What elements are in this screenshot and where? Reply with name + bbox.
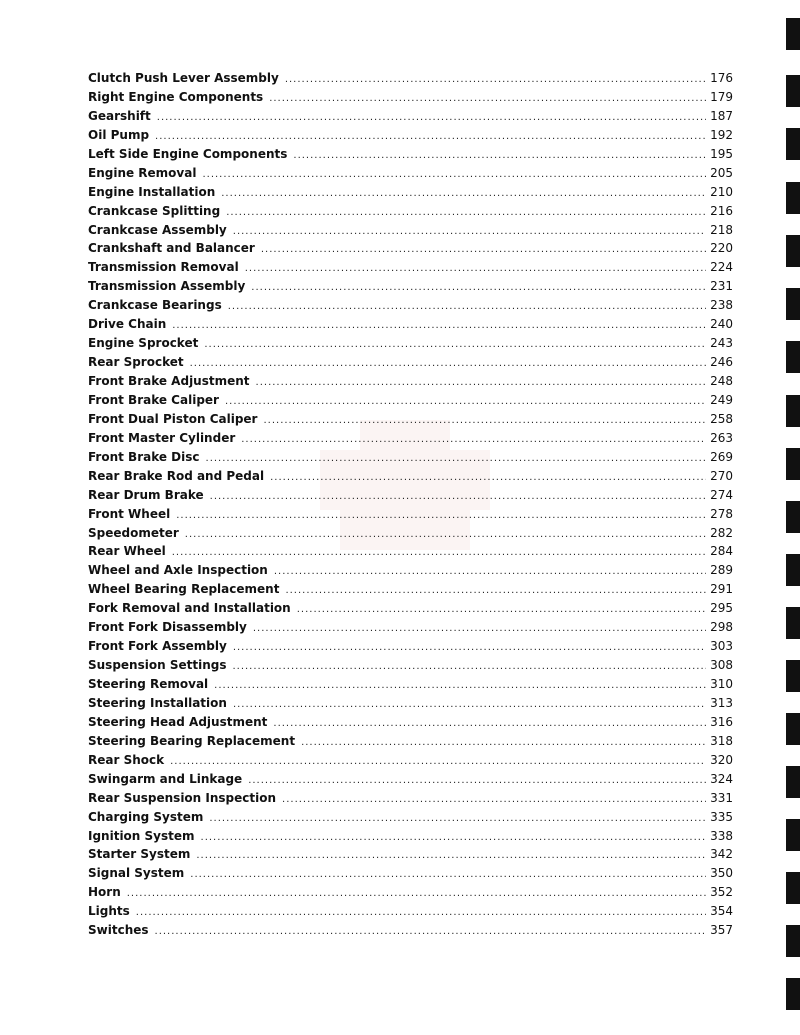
toc-dot-leader bbox=[261, 244, 706, 255]
toc-entry[interactable] bbox=[88, 753, 733, 772]
toc-entry-page-number: 240 bbox=[710, 317, 733, 332]
toc-entry[interactable] bbox=[88, 847, 733, 866]
toc-entry-title: Speedometer bbox=[88, 525, 179, 540]
toc-entry-page-number: 205 bbox=[710, 165, 733, 180]
toc-dot-leader bbox=[253, 623, 706, 634]
toc-entry[interactable] bbox=[88, 223, 733, 242]
toc-dot-leader bbox=[210, 491, 706, 502]
toc-entry-page-number: 357 bbox=[710, 923, 733, 938]
index-tab bbox=[786, 660, 800, 692]
toc-entry-title: Rear Suspension Inspection bbox=[88, 790, 277, 805]
toc-entry-page-number: 289 bbox=[710, 563, 733, 578]
toc-entry-page-number: 192 bbox=[710, 127, 733, 142]
toc-entry[interactable] bbox=[88, 810, 733, 829]
toc-dot-leader bbox=[270, 472, 706, 483]
toc-dot-leader bbox=[206, 453, 707, 464]
toc-entry-title: Drive Chain bbox=[88, 317, 167, 332]
toc-entry-page-number: 303 bbox=[710, 639, 733, 654]
toc-entry-title: Crankcase Splitting bbox=[88, 203, 221, 218]
toc-entry-page-number: 354 bbox=[710, 904, 733, 919]
index-tab bbox=[786, 872, 800, 904]
toc-entry[interactable] bbox=[88, 866, 733, 885]
toc-entry[interactable] bbox=[88, 412, 733, 431]
toc-entry[interactable] bbox=[88, 526, 733, 545]
toc-entry[interactable] bbox=[88, 658, 733, 677]
toc-entry-page-number: 269 bbox=[710, 449, 733, 464]
toc-entry[interactable] bbox=[88, 885, 733, 904]
toc-dot-leader bbox=[225, 396, 706, 407]
toc-entry-page-number: 195 bbox=[710, 146, 733, 161]
toc-entry-page-number: 278 bbox=[710, 506, 733, 521]
toc-entry[interactable] bbox=[88, 563, 733, 582]
toc-entry-title: Steering Bearing Replacement bbox=[88, 733, 296, 748]
index-tab bbox=[786, 978, 800, 1010]
toc-entry-title: Right Engine Components bbox=[88, 89, 264, 104]
toc-entry-title: Clutch Push Lever Assembly bbox=[88, 71, 279, 85]
toc-dot-leader bbox=[274, 566, 706, 577]
toc-entry[interactable] bbox=[88, 450, 733, 469]
toc-entry[interactable] bbox=[88, 507, 733, 526]
toc-entry[interactable] bbox=[88, 829, 733, 848]
toc-entry[interactable] bbox=[88, 128, 733, 147]
index-tab bbox=[786, 819, 800, 851]
toc-entry-page-number: 335 bbox=[710, 809, 733, 824]
toc-dot-leader bbox=[269, 93, 706, 104]
toc-dot-leader bbox=[263, 415, 706, 426]
toc-entry-page-number: 350 bbox=[710, 866, 733, 881]
toc-entry-page-number: 187 bbox=[710, 108, 733, 123]
toc-entry-page-number: 176 bbox=[710, 71, 733, 85]
toc-entry[interactable] bbox=[88, 147, 733, 166]
toc-entry-page-number: 320 bbox=[710, 752, 733, 767]
toc-entry-title: Rear Shock bbox=[88, 752, 165, 767]
toc-entry-title: Wheel and Axle Inspection bbox=[88, 563, 268, 578]
toc-entry-title: Front Brake Disc bbox=[88, 449, 200, 464]
toc-entry[interactable] bbox=[88, 639, 733, 658]
toc-entry-title: Transmission Removal bbox=[88, 260, 239, 275]
toc-entry[interactable] bbox=[88, 488, 733, 507]
toc-entry-page-number: 284 bbox=[710, 544, 733, 559]
toc-dot-leader bbox=[251, 282, 706, 293]
index-tab bbox=[786, 766, 800, 798]
toc-entry[interactable] bbox=[88, 601, 733, 620]
toc-dot-leader bbox=[201, 832, 707, 843]
toc-entry[interactable] bbox=[88, 791, 733, 810]
toc-entry[interactable] bbox=[88, 734, 733, 753]
toc-entry-page-number: 216 bbox=[710, 203, 733, 218]
toc-entry-page-number: 248 bbox=[710, 374, 733, 388]
toc-dot-leader bbox=[190, 869, 706, 880]
toc-entry-page-number: 338 bbox=[710, 828, 733, 843]
index-tab bbox=[786, 395, 800, 427]
toc-entry[interactable] bbox=[88, 279, 733, 298]
toc-entry-title: Oil Pump bbox=[88, 127, 150, 142]
toc-entry-title: Steering Head Adjustment bbox=[88, 714, 268, 729]
toc-entry-title: Transmission Assembly bbox=[88, 279, 246, 294]
toc-entry[interactable] bbox=[88, 204, 733, 223]
toc-dot-leader bbox=[155, 926, 707, 937]
toc-entry-page-number: 316 bbox=[710, 714, 733, 729]
toc-dot-leader bbox=[297, 604, 706, 615]
toc-dot-leader bbox=[256, 377, 707, 388]
toc-dot-leader bbox=[202, 169, 706, 180]
toc-entry[interactable] bbox=[88, 904, 733, 923]
toc-entry-title: Wheel Bearing Replacement bbox=[88, 582, 280, 597]
toc-entry[interactable] bbox=[88, 715, 733, 734]
toc-entry[interactable] bbox=[88, 469, 733, 488]
toc-entry-title: Fork Removal and Installation bbox=[88, 601, 291, 616]
toc-entry-page-number: 318 bbox=[710, 733, 733, 748]
toc-dot-leader bbox=[293, 150, 706, 161]
toc-dot-leader bbox=[196, 850, 706, 861]
toc-entry-page-number: 310 bbox=[710, 677, 733, 691]
table-of-contents bbox=[88, 71, 733, 942]
toc-dot-leader bbox=[127, 888, 706, 899]
toc-entry-title: Left Side Engine Components bbox=[88, 146, 288, 161]
toc-entry-page-number: 313 bbox=[710, 695, 733, 710]
toc-entry-page-number: 295 bbox=[710, 601, 733, 616]
toc-entry-title: Crankcase Assembly bbox=[88, 222, 227, 237]
toc-entry[interactable] bbox=[88, 923, 733, 942]
index-tab bbox=[786, 554, 800, 586]
index-tab bbox=[786, 341, 800, 373]
toc-dot-leader bbox=[232, 661, 706, 672]
toc-dot-leader bbox=[233, 642, 706, 653]
toc-entry-title: Switches bbox=[88, 923, 149, 938]
toc-entry-title: Swingarm and Linkage bbox=[88, 771, 243, 786]
toc-entry-page-number: 331 bbox=[710, 790, 733, 805]
toc-entry-title: Steering Removal bbox=[88, 677, 209, 691]
toc-dot-leader bbox=[233, 226, 706, 237]
toc-dot-leader bbox=[172, 320, 706, 331]
index-tab bbox=[786, 235, 800, 267]
toc-entry-page-number: 274 bbox=[710, 487, 733, 502]
toc-dot-leader bbox=[248, 775, 706, 786]
toc-entry-title: Crankcase Bearings bbox=[88, 298, 222, 313]
toc-entry-title: Engine Installation bbox=[88, 184, 216, 199]
toc-entry[interactable] bbox=[88, 109, 733, 128]
toc-entry-page-number: 210 bbox=[710, 184, 733, 199]
toc-entry[interactable] bbox=[88, 582, 733, 601]
toc-entry-page-number: 179 bbox=[710, 89, 733, 104]
toc-entry-title: Front Brake Caliper bbox=[88, 392, 219, 407]
toc-dot-leader bbox=[214, 680, 706, 691]
toc-dot-leader bbox=[273, 718, 706, 729]
toc-entry-title: Engine Sprocket bbox=[88, 336, 199, 351]
toc-entry-title: Signal System bbox=[88, 866, 185, 881]
toc-entry-title: Crankshaft and Balancer bbox=[88, 241, 255, 256]
toc-entry-title: Front Master Cylinder bbox=[88, 430, 236, 445]
index-tab bbox=[786, 18, 800, 50]
index-tab bbox=[786, 607, 800, 639]
index-tab bbox=[786, 128, 800, 160]
toc-entry[interactable] bbox=[88, 544, 733, 563]
toc-entry-title: Rear Wheel bbox=[88, 544, 166, 559]
toc-entry-page-number: 324 bbox=[710, 771, 733, 786]
toc-entry-page-number: 231 bbox=[710, 279, 733, 294]
toc-dot-leader bbox=[241, 434, 706, 445]
toc-entry[interactable] bbox=[88, 298, 733, 317]
toc-dot-leader bbox=[233, 699, 706, 710]
toc-entry-page-number: 243 bbox=[710, 336, 733, 351]
toc-entry-title: Rear Drum Brake bbox=[88, 487, 204, 502]
toc-entry[interactable] bbox=[88, 241, 733, 260]
page-edge-index-tabs bbox=[780, 0, 800, 1035]
toc-entry[interactable] bbox=[88, 374, 733, 393]
toc-entry[interactable] bbox=[88, 393, 733, 412]
toc-dot-leader bbox=[176, 510, 706, 521]
index-tab bbox=[786, 182, 800, 214]
toc-dot-leader bbox=[185, 529, 706, 540]
toc-entry-page-number: 220 bbox=[710, 241, 733, 256]
toc-entry-page-number: 352 bbox=[710, 885, 733, 900]
toc-dot-leader bbox=[228, 301, 706, 312]
toc-dot-leader bbox=[155, 131, 706, 142]
toc-entry-title: Rear Sprocket bbox=[88, 355, 184, 370]
toc-dot-leader bbox=[157, 112, 706, 123]
toc-entry-title: Engine Removal bbox=[88, 165, 197, 180]
toc-entry-title: Lights bbox=[88, 904, 130, 919]
toc-entry[interactable] bbox=[88, 90, 733, 109]
toc-dot-leader bbox=[170, 756, 706, 767]
toc-entry-title: Front Dual Piston Caliper bbox=[88, 411, 258, 426]
toc-entry-title: Horn bbox=[88, 885, 121, 900]
toc-dot-leader bbox=[172, 547, 706, 558]
toc-entry[interactable] bbox=[88, 431, 733, 450]
toc-entry-page-number: 298 bbox=[710, 620, 733, 635]
toc-entry-page-number: 258 bbox=[710, 411, 733, 426]
toc-entry[interactable] bbox=[88, 355, 733, 374]
toc-entry-title: Charging System bbox=[88, 809, 204, 824]
index-tab bbox=[786, 75, 800, 107]
toc-dot-leader bbox=[136, 907, 706, 918]
toc-entry-page-number: 270 bbox=[710, 468, 733, 483]
toc-dot-leader bbox=[245, 263, 706, 274]
toc-entry-title: Steering Installation bbox=[88, 695, 227, 710]
toc-entry[interactable] bbox=[88, 185, 733, 204]
toc-entry[interactable] bbox=[88, 166, 733, 185]
toc-entry[interactable] bbox=[88, 696, 733, 715]
index-tab bbox=[786, 925, 800, 957]
toc-entry-title: Front Fork Disassembly bbox=[88, 620, 247, 635]
toc-entry-page-number: 308 bbox=[710, 658, 733, 673]
toc-entry-title: Front Fork Assembly bbox=[88, 639, 227, 654]
toc-entry-page-number: 263 bbox=[710, 430, 733, 445]
toc-dot-leader bbox=[285, 585, 706, 596]
index-tab bbox=[786, 713, 800, 745]
toc-dot-leader bbox=[226, 207, 706, 218]
toc-entry[interactable] bbox=[88, 620, 733, 639]
toc-entry[interactable] bbox=[88, 336, 733, 355]
toc-entry[interactable] bbox=[88, 260, 733, 279]
toc-dot-leader bbox=[282, 794, 706, 805]
toc-entry-page-number: 218 bbox=[710, 222, 733, 237]
toc-dot-leader bbox=[204, 339, 706, 350]
toc-entry[interactable] bbox=[88, 772, 733, 791]
index-tab bbox=[786, 288, 800, 320]
toc-entry-title: Gearshift bbox=[88, 108, 151, 123]
index-tab bbox=[786, 501, 800, 533]
toc-dot-leader bbox=[221, 188, 706, 199]
toc-entry-page-number: 238 bbox=[710, 298, 733, 313]
toc-dot-leader bbox=[301, 737, 706, 748]
toc-dot-leader bbox=[209, 813, 706, 824]
toc-entry[interactable] bbox=[88, 317, 733, 336]
toc-dot-leader bbox=[285, 74, 706, 85]
toc-entry-page-number: 246 bbox=[710, 355, 733, 370]
toc-dot-leader bbox=[190, 358, 706, 369]
toc-entry-page-number: 249 bbox=[710, 392, 733, 407]
toc-entry-title: Suspension Settings bbox=[88, 658, 227, 673]
toc-entry-title: Front Brake Adjustment bbox=[88, 374, 250, 388]
toc-entry-page-number: 291 bbox=[710, 582, 733, 597]
toc-entry-title: Starter System bbox=[88, 847, 191, 862]
toc-entry-title: Ignition System bbox=[88, 828, 195, 843]
index-tab bbox=[786, 448, 800, 480]
toc-entry[interactable] bbox=[88, 71, 733, 90]
toc-entry[interactable] bbox=[88, 677, 733, 696]
toc-entry-page-number: 224 bbox=[710, 260, 733, 275]
toc-entry-page-number: 282 bbox=[710, 525, 733, 540]
toc-entry-page-number: 342 bbox=[710, 847, 733, 862]
toc-entry-title: Front Wheel bbox=[88, 506, 171, 521]
toc-entry-title: Rear Brake Rod and Pedal bbox=[88, 468, 265, 483]
